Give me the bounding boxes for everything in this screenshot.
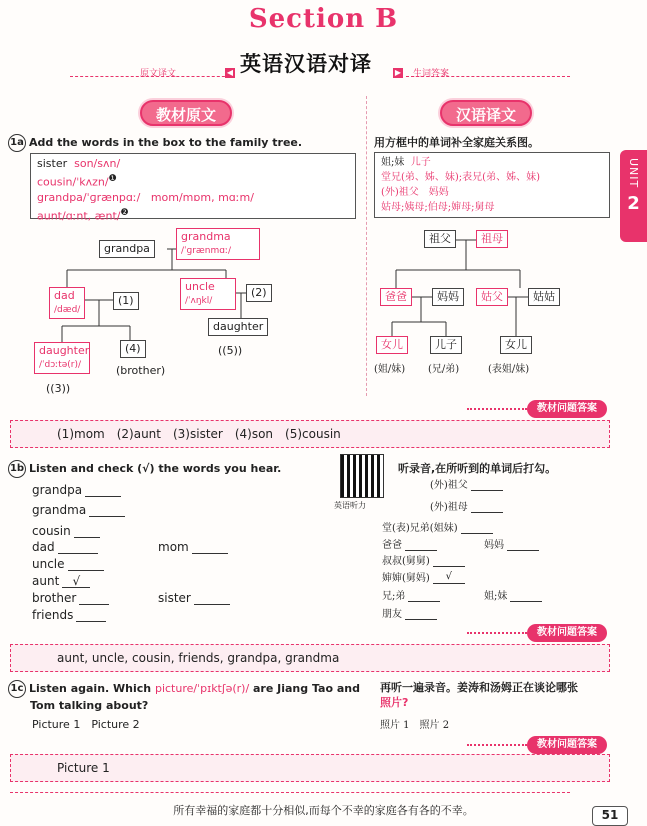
footer-divider [10, 792, 570, 793]
word-grandpa: grandpa [32, 483, 121, 497]
header-right-label: 生词答案 [413, 69, 450, 79]
page-number: 51 [592, 806, 628, 826]
tree-cn-daughter: 女儿 [376, 336, 408, 354]
q1c-instruction-cn: 再听一遍录音。姜涛和汤姆正在谈论哪张 照片? [380, 681, 578, 709]
q1b-number: 1b [8, 460, 26, 478]
tree-blank-2: (2) [246, 284, 272, 302]
word-cn-aunt: 婶婶(舅妈) √ [382, 569, 465, 584]
word-uncle: uncle [32, 557, 104, 571]
tree-cn-aunt: 姑姑 [528, 288, 560, 306]
word-cn-dad: 爸爸 [382, 536, 437, 551]
word-dad: dad [32, 540, 98, 554]
q1b-instruction-en: 1b Listen and check (√) the words you hear. [8, 460, 281, 478]
tree-cn-caption-3: (表姐/妹) [488, 364, 530, 375]
word-aunt: aunt √ [32, 574, 90, 588]
q1a-number: 1a [8, 134, 26, 152]
q1a-instruction-cn: 用方框中的单词补全家庭关系图。 [374, 136, 539, 149]
tree-blank-1: (1) [113, 292, 139, 310]
unit-number: 2 [627, 193, 640, 215]
q1c-options-en: Picture 1 Picture 2 [32, 718, 140, 731]
q1a-word-box-en: sister son/sʌn/ cousin/ˈkʌzn/$^❶$ grandpa/ˈɡrænpɑː/ mom/mɒm, mɑːm/ aunt/ɑːnt, ænt/$^❷$ [30, 153, 356, 219]
word-cousin: cousin [32, 524, 100, 538]
word-cn-sister: 姐;妹 [484, 587, 542, 602]
word-mom: mom [158, 540, 228, 554]
tree-node-grandpa: grandpa [99, 240, 155, 258]
q1a-answer-box: (1)mom (2)aunt (3)sister (4)son (5)cousin [10, 420, 610, 448]
tree-cn-grandma: 祖母 [476, 230, 508, 248]
q1c-number: 1c [8, 680, 26, 698]
q1c-answer-tag: 教材问题答案 [527, 736, 607, 754]
check-mark: √ [62, 576, 90, 588]
tree-node-grandma: grandma /ˈɡrænmɑː/ [176, 228, 260, 260]
q1c-options-cn: 照片 1 照片 2 [380, 720, 450, 731]
q1a-word-box-cn: 姐;妹 儿子 堂兄(弟、姊、妹);表兄(弟、姊、妹) (外)祖父 妈妈 姑母;姨母;伯母;婶母;舅母 [374, 152, 610, 218]
footer-proverb: 所有幸福的家庭都十分相似,而每个不幸的家庭各有各的不幸。 [173, 804, 474, 817]
tree-cn-son: 儿子 [430, 336, 462, 354]
word-cn-uncle: 叔叔(舅舅) [382, 552, 465, 567]
section-title: Section B [248, 4, 399, 34]
tree-label-brother: (brother) [116, 364, 166, 377]
tree-node-daughter-left: daughter /ˈdɔːtə(r)/ [34, 342, 90, 374]
tree-node-uncle: uncle /ˈʌŋkl/ [180, 278, 236, 310]
tree-node-dad: dad /dæd/ [49, 287, 85, 319]
word-cn-friends: 朋友 [382, 605, 437, 620]
tree-cn-dad: 爸爸 [380, 288, 412, 306]
badge-original-text: 教材原文 [140, 100, 232, 126]
tree-cn-grandpa: 祖父 [424, 230, 456, 248]
word-grandma: grandma [32, 503, 125, 517]
qr-code[interactable] [340, 454, 384, 498]
tree-cn-caption-2: (兄/弟) [428, 364, 460, 375]
header-main-title: 英语汉语对译 [240, 52, 372, 76]
word-sister: sister [158, 591, 230, 605]
q1b-instruction-cn: 听录音,在所听到的单词后打勾。 [398, 462, 557, 475]
tree-cn-daughter-2: 女儿 [500, 336, 532, 354]
tree-cn-caption-1: (姐/妹) [374, 364, 406, 375]
word-cn-mom: 妈妈 [484, 536, 539, 551]
badge-translation: 汉语译文 [440, 100, 532, 126]
qr-caption: 英语听力 [334, 501, 366, 510]
word-friends: friends [32, 608, 106, 622]
word-cn-cousin: 堂(表)兄弟(姐妹) [382, 519, 493, 534]
word-cn-grandpa: (外)祖父 [430, 476, 503, 491]
tree-cn-mom: 妈妈 [432, 288, 464, 306]
unit-label: UNIT [627, 158, 640, 189]
q1c-instruction-en: 1c Listen again. Which picture/ˈpɪktʃə(r)/ are Jiang Tao and Tom talking about? [8, 680, 364, 713]
tree-blank-5: ((5)) [218, 344, 243, 357]
tree-node-daughter-right: daughter [208, 318, 268, 336]
tree-cn-uncle: 姑父 [476, 288, 508, 306]
word-cn-brother: 兄;弟 [382, 587, 440, 602]
word-brother: brother [32, 591, 109, 605]
q1a-instruction-en: 1a Add the words in the box to the family tree. [8, 134, 302, 152]
header-left-label: 原文译文 [140, 69, 177, 79]
word-cn-grandma: (外)祖母 [430, 498, 503, 513]
q1b-answer-box: aunt, uncle, cousin, friends, grandpa, grandma [10, 644, 610, 672]
q1c-answer-box: Picture 1 [10, 754, 610, 782]
arrow-right-icon: ▶ [394, 68, 402, 77]
tree-blank-4: (4) [120, 340, 146, 358]
arrow-left-icon: ◀ [226, 68, 234, 77]
tree-blank-3: ((3)) [46, 382, 71, 395]
q1b-answer-tag: 教材问题答案 [527, 624, 607, 642]
q1a-answer-tag: 教材问题答案 [527, 400, 607, 418]
